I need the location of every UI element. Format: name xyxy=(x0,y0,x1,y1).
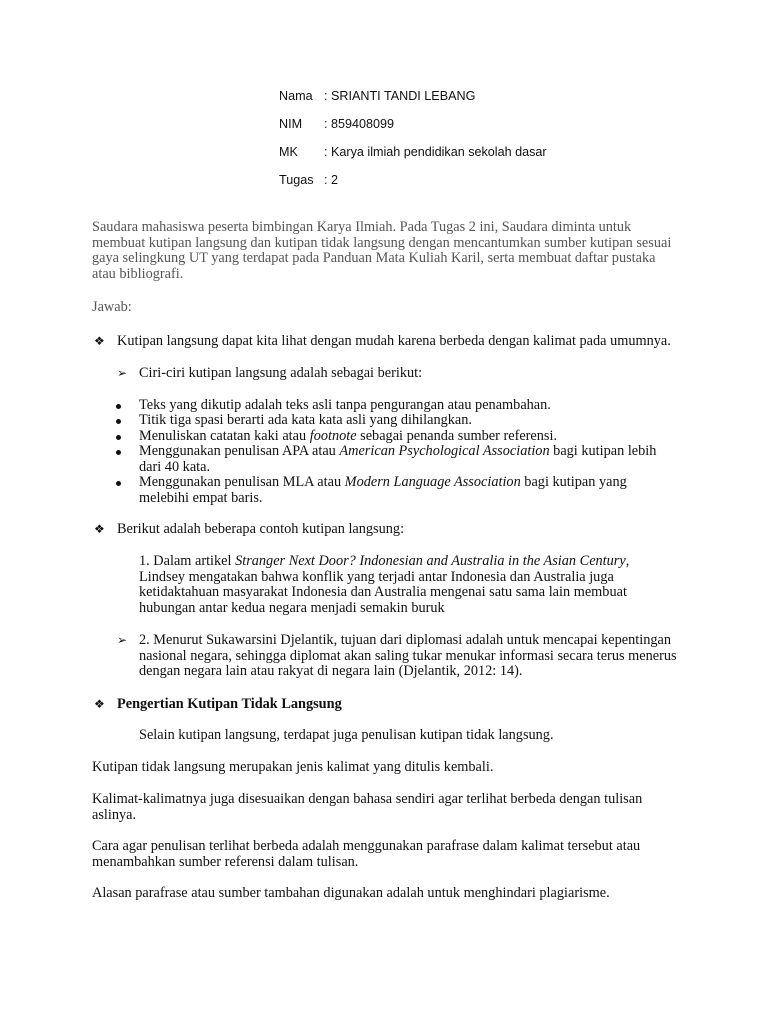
question-line: atau bibliografi. xyxy=(92,265,184,282)
question-line: Saudara mahasiswa peserta bimbingan Karya Ilmiah. Pada Tugas 2 ini, Saudara diminta untuk xyxy=(92,219,632,235)
bullet-text: Menuliskan catatan kaki atau xyxy=(139,428,310,444)
bullet-text: bagi kutipan yang xyxy=(520,474,627,490)
bullet-italic: footnote xyxy=(309,428,357,444)
paragraph-line: menambahkan sumber referensi dalam tulisan. xyxy=(92,853,359,870)
paragraph-line: Cara agar penulisan terlihat berbeda adalah menggunakan parafrase dalam kalimat tersebut atau xyxy=(92,838,641,854)
example-2 xyxy=(139,633,677,680)
nim-value: : 859408099 xyxy=(324,117,395,131)
paragraph-3 xyxy=(92,839,640,870)
header-nim xyxy=(279,116,394,132)
question-paragraph xyxy=(92,220,671,282)
section1-subtitle: Ciri-ciri kutipan langsung adalah sebagai berikut: xyxy=(139,365,423,381)
example-line: hubungan antar kedua negara menjadi semakin buruk xyxy=(139,599,445,616)
section3-intro: Selain kutipan langsung, terdapat juga penulisan kutipan tidak langsung. xyxy=(139,727,554,743)
header-tugas xyxy=(279,172,338,188)
jawab-label: Jawab: xyxy=(92,299,132,315)
bullet-dot-icon xyxy=(116,419,121,424)
bullet-item: Titik tiga spasi berarti ada kata kata asli yang dihilangkan. xyxy=(139,412,472,428)
bullet-italic: American Psychological Association xyxy=(339,443,550,459)
bullet-italic: Modern Language Association xyxy=(344,474,521,490)
question-line: membuat kutipan langsung dan kutipan tidak langsung dengan mencantumkan sumber kutipan sesuai xyxy=(92,234,672,251)
example-line: nasional negara, sehingga diplomat akan saling tukar menukar informasi secara terus menerus xyxy=(139,647,677,664)
example-1 xyxy=(139,554,629,616)
example-line: dengan negara lain atau rakyat di negara lain (Djelantik, 2012: 14). xyxy=(139,663,523,679)
paragraph-2 xyxy=(92,792,642,823)
paragraph-line: Kalimat-kalimatnya juga disesuaikan dengan bahasa sendiri agar terlihat berbeda dengan tulisan xyxy=(92,791,643,807)
example-text: 1. Dalam artikel xyxy=(139,553,236,569)
example-line: ketidaktahuan masyarakat Indonesia dan Australia mengenai satu sama lain membuat xyxy=(139,584,627,600)
bullet-dot-icon xyxy=(116,450,121,455)
header-mk xyxy=(279,144,547,160)
tugas-value: : 2 xyxy=(324,173,339,187)
section1-text: Kutipan langsung dapat kita lihat dengan mudah karena berbeda dengan kalimat pada umumnya. xyxy=(117,333,671,349)
nim-label: NIM xyxy=(279,117,303,131)
section2-text: Berikut adalah beberapa contoh kutipan langsung: xyxy=(117,521,405,537)
bullet-item: Teks yang dikutip adalah teks asli tanpa pengurangan atau penambahan. xyxy=(139,397,551,413)
bullet-dot-icon xyxy=(116,481,121,486)
bullet-item xyxy=(139,444,656,475)
paragraph-1: Kutipan tidak langsung merupakan jenis kalimat yang ditulis kembali. xyxy=(92,759,494,775)
diamond-bullet-icon: ❖ xyxy=(94,522,105,536)
question-line: gaya selingkung UT yang terdapat pada Panduan Mata Kuliah Karil, serta membuat daftar pustaka xyxy=(92,250,656,266)
example-text: , xyxy=(625,553,630,569)
bullet-text: Menggunakan penulisan APA atau xyxy=(139,443,340,459)
mk-label: MK xyxy=(279,145,298,159)
nama-label: Nama xyxy=(279,89,313,103)
section3-title: Pengertian Kutipan Tidak Langsung xyxy=(117,696,342,712)
example-line: 2. Menurut Sukawarsini Djelantik, tujuan dari diplomasi adalah untuk mencapai kepentingan xyxy=(139,632,672,648)
example-italic: Stranger Next Door? Indonesian and Australia in the Asian Century xyxy=(235,553,626,569)
arrow-bullet-icon: ➢ xyxy=(117,366,128,380)
paragraph-4: Alasan parafrase atau sumber tambahan digunakan adalah untuk menghindari plagiarisme. xyxy=(92,885,610,901)
bullet-text: sebagai penanda sumber referensi. xyxy=(356,428,558,444)
bullet-text: Menggunakan penulisan MLA atau xyxy=(139,474,345,490)
mk-value: : Karya ilmiah pendidikan sekolah dasar xyxy=(324,145,547,159)
header-nama xyxy=(279,88,475,104)
diamond-bullet-icon: ❖ xyxy=(94,334,105,348)
arrow-bullet-icon: ➢ xyxy=(117,633,128,647)
bullet-text: melebihi empat baris. xyxy=(139,489,263,506)
bullet-text: dari 40 kata. xyxy=(139,458,211,475)
tugas-label: Tugas xyxy=(279,173,314,187)
bullet-text: bagi kutipan lebih xyxy=(549,443,657,459)
nama-value: : SRIANTI TANDI LEBANG xyxy=(324,89,476,103)
example-line: Lindsey mengatakan bahwa konflik yang terjadi antar Indonesia dan Australia juga xyxy=(139,568,614,585)
paragraph-line: aslinya. xyxy=(92,806,137,823)
diamond-bullet-icon: ❖ xyxy=(94,697,105,711)
bullet-item xyxy=(139,475,627,506)
bullet-dot-icon xyxy=(116,435,121,440)
bullet-dot-icon xyxy=(116,404,121,409)
